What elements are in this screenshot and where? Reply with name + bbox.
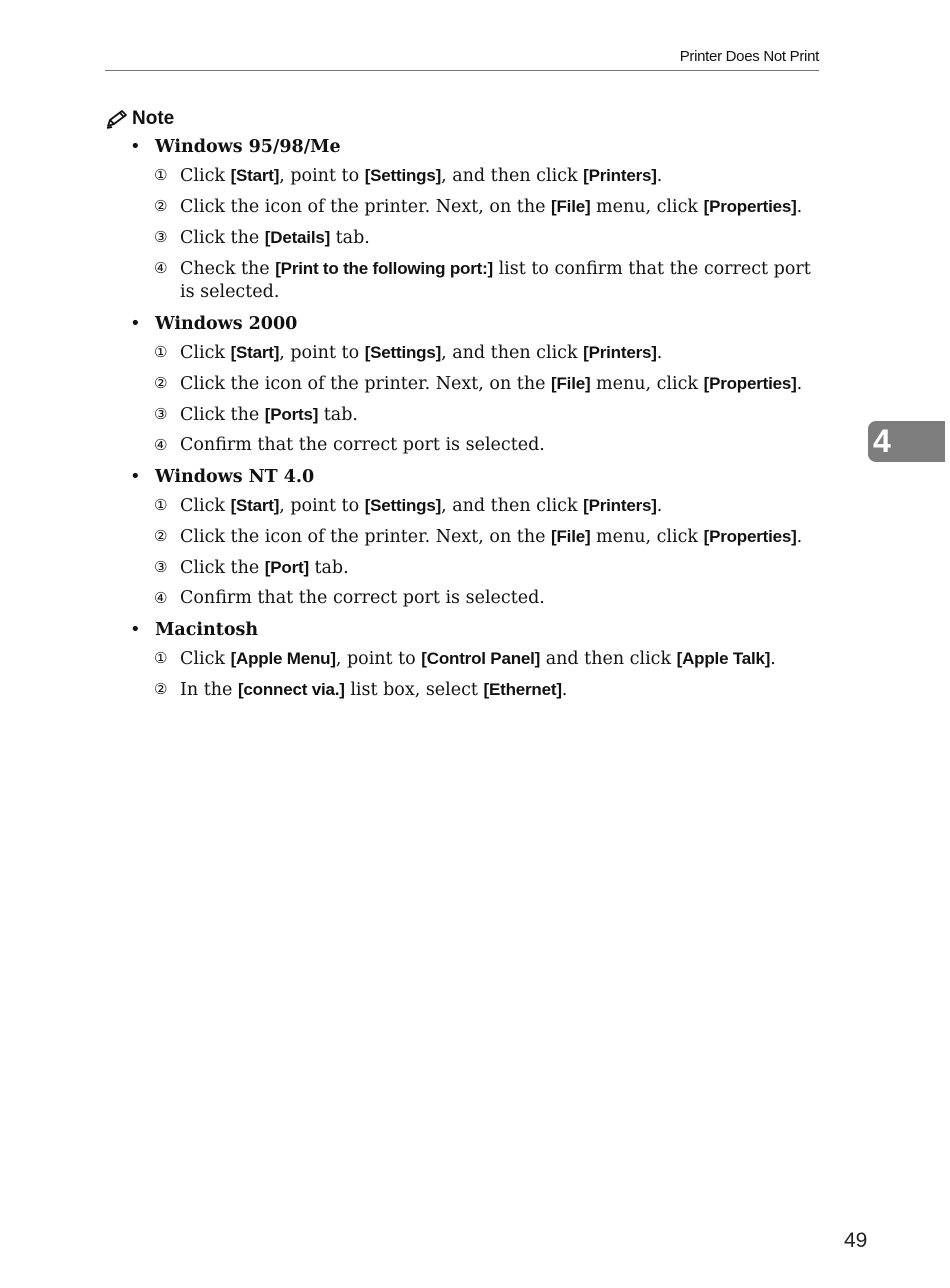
step-item (128, 434, 820, 457)
step-text: Click (180, 496, 231, 516)
step-text: , point to (335, 649, 422, 669)
step-number: ① (154, 166, 168, 184)
step-text: Confirm that the correct port is selected. (180, 588, 545, 608)
ui-term: [File] (551, 197, 591, 216)
step-number: ③ (154, 558, 168, 576)
step-text: . (796, 197, 803, 217)
step-item (128, 403, 820, 427)
step-number: ② (154, 527, 168, 545)
ui-term: [Apple Menu] (230, 649, 336, 668)
step-number: ③ (154, 228, 168, 246)
ui-term: [Printers] (583, 343, 657, 362)
step-text: . (561, 680, 568, 700)
note-title: Note (132, 108, 175, 129)
step-text: Check the (180, 259, 276, 279)
ui-term: [Properties] (703, 197, 797, 216)
section-heading (128, 464, 820, 494)
note-section (128, 464, 820, 610)
step-item (128, 525, 820, 549)
step-item (128, 587, 820, 610)
step-item (128, 678, 820, 702)
ui-term: [Ethernet] (483, 680, 562, 699)
step-item (128, 372, 820, 396)
step-number: ④ (154, 436, 168, 454)
ui-term: [Properties] (703, 374, 797, 393)
ui-term: [Start] (230, 166, 280, 185)
step-text: tab. (330, 228, 370, 248)
ui-term: [File] (551, 374, 591, 393)
step-text: . (656, 343, 663, 363)
step-text: . (656, 166, 663, 186)
note-section (128, 617, 820, 702)
step-text: Click the icon of the printer. Next, on the (180, 374, 552, 394)
step-item (128, 556, 820, 580)
step-text: list to confirm that the correct port is selected. (180, 259, 811, 302)
ui-term: [Control Panel] (421, 649, 541, 668)
step-text: In the (180, 680, 238, 700)
step-text: tab. (318, 405, 358, 425)
step-text: , and then click (441, 166, 584, 186)
chapter-number: 4 (873, 423, 891, 459)
note-heading (105, 108, 174, 130)
step-number: ② (154, 197, 168, 215)
note-section (128, 311, 820, 457)
section-heading (128, 134, 820, 164)
step-number: ① (154, 343, 168, 361)
ui-term: [Printers] (583, 166, 657, 185)
section-heading-text: Windows 2000 (155, 314, 298, 334)
step-text: , point to (279, 496, 365, 516)
step-item (128, 647, 820, 671)
step-text: , and then click (441, 343, 584, 363)
ui-term: [Printers] (583, 496, 657, 515)
section-heading-text: Windows 95/98/Me (155, 137, 341, 157)
step-item (128, 494, 820, 518)
bullet-icon: • (130, 136, 141, 157)
step-text: . (796, 374, 803, 394)
step-item (128, 341, 820, 365)
ui-term: [connect via.] (237, 680, 345, 699)
step-number: ② (154, 680, 168, 698)
step-text: . (770, 649, 776, 669)
step-text: , point to (279, 343, 365, 363)
step-number: ① (154, 649, 168, 667)
step-text: Click the (180, 558, 265, 578)
note-section (128, 134, 820, 304)
bullet-icon: • (130, 313, 141, 334)
page-number: 49 (844, 1229, 868, 1252)
step-text: Click (180, 343, 231, 363)
bullet-icon: • (130, 619, 141, 640)
step-number: ③ (154, 405, 168, 423)
note-content (128, 134, 820, 709)
ui-term: [Start] (230, 343, 280, 362)
step-text: tab. (308, 558, 349, 578)
step-text: menu, click (590, 374, 704, 394)
step-item (128, 195, 820, 219)
step-text: , point to (279, 166, 365, 186)
step-text: Click the (180, 228, 265, 248)
section-heading (128, 617, 820, 647)
step-text: Click the icon of the printer. Next, on the (180, 197, 552, 217)
step-number: ② (154, 374, 168, 392)
step-text: list box, select (344, 680, 484, 700)
ui-term: [Details] (264, 228, 331, 247)
ui-term: [Print to the following port:] (275, 259, 493, 278)
ui-term: [Settings] (364, 496, 442, 515)
pencil-icon (105, 109, 129, 129)
step-number: ④ (154, 589, 168, 607)
ui-term: [Apple Talk] (676, 649, 771, 668)
chapter-tab (868, 421, 945, 462)
step-item (128, 164, 820, 188)
step-text: and then click (540, 649, 677, 669)
step-text: menu, click (590, 197, 704, 217)
ui-term: [Properties] (703, 527, 797, 546)
step-text: . (656, 496, 663, 516)
ui-term: [Start] (230, 496, 280, 515)
ui-term: [File] (551, 527, 591, 546)
step-text: Click the (180, 405, 265, 425)
step-number: ④ (154, 259, 168, 277)
ui-term: [Ports] (264, 405, 319, 424)
step-text: . (796, 527, 803, 547)
running-header (105, 48, 819, 71)
ui-term: [Settings] (364, 166, 442, 185)
step-text: , and then click (441, 496, 584, 516)
step-text: Click (180, 649, 231, 669)
step-text: Confirm that the correct port is selected. (180, 435, 545, 455)
step-text: Click the icon of the printer. Next, on the (180, 527, 552, 547)
step-text: Click (180, 166, 231, 186)
bullet-icon: • (130, 466, 141, 487)
step-item (128, 257, 820, 304)
step-item (128, 226, 820, 250)
step-number: ① (154, 496, 168, 514)
step-text: menu, click (590, 527, 704, 547)
header-title: Printer Does Not Print (679, 48, 819, 65)
section-heading (128, 311, 820, 341)
ui-term: [Port] (264, 558, 309, 577)
section-heading-text: Macintosh (155, 620, 259, 640)
section-heading-text: Windows NT 4.0 (155, 467, 315, 487)
ui-term: [Settings] (364, 343, 442, 362)
